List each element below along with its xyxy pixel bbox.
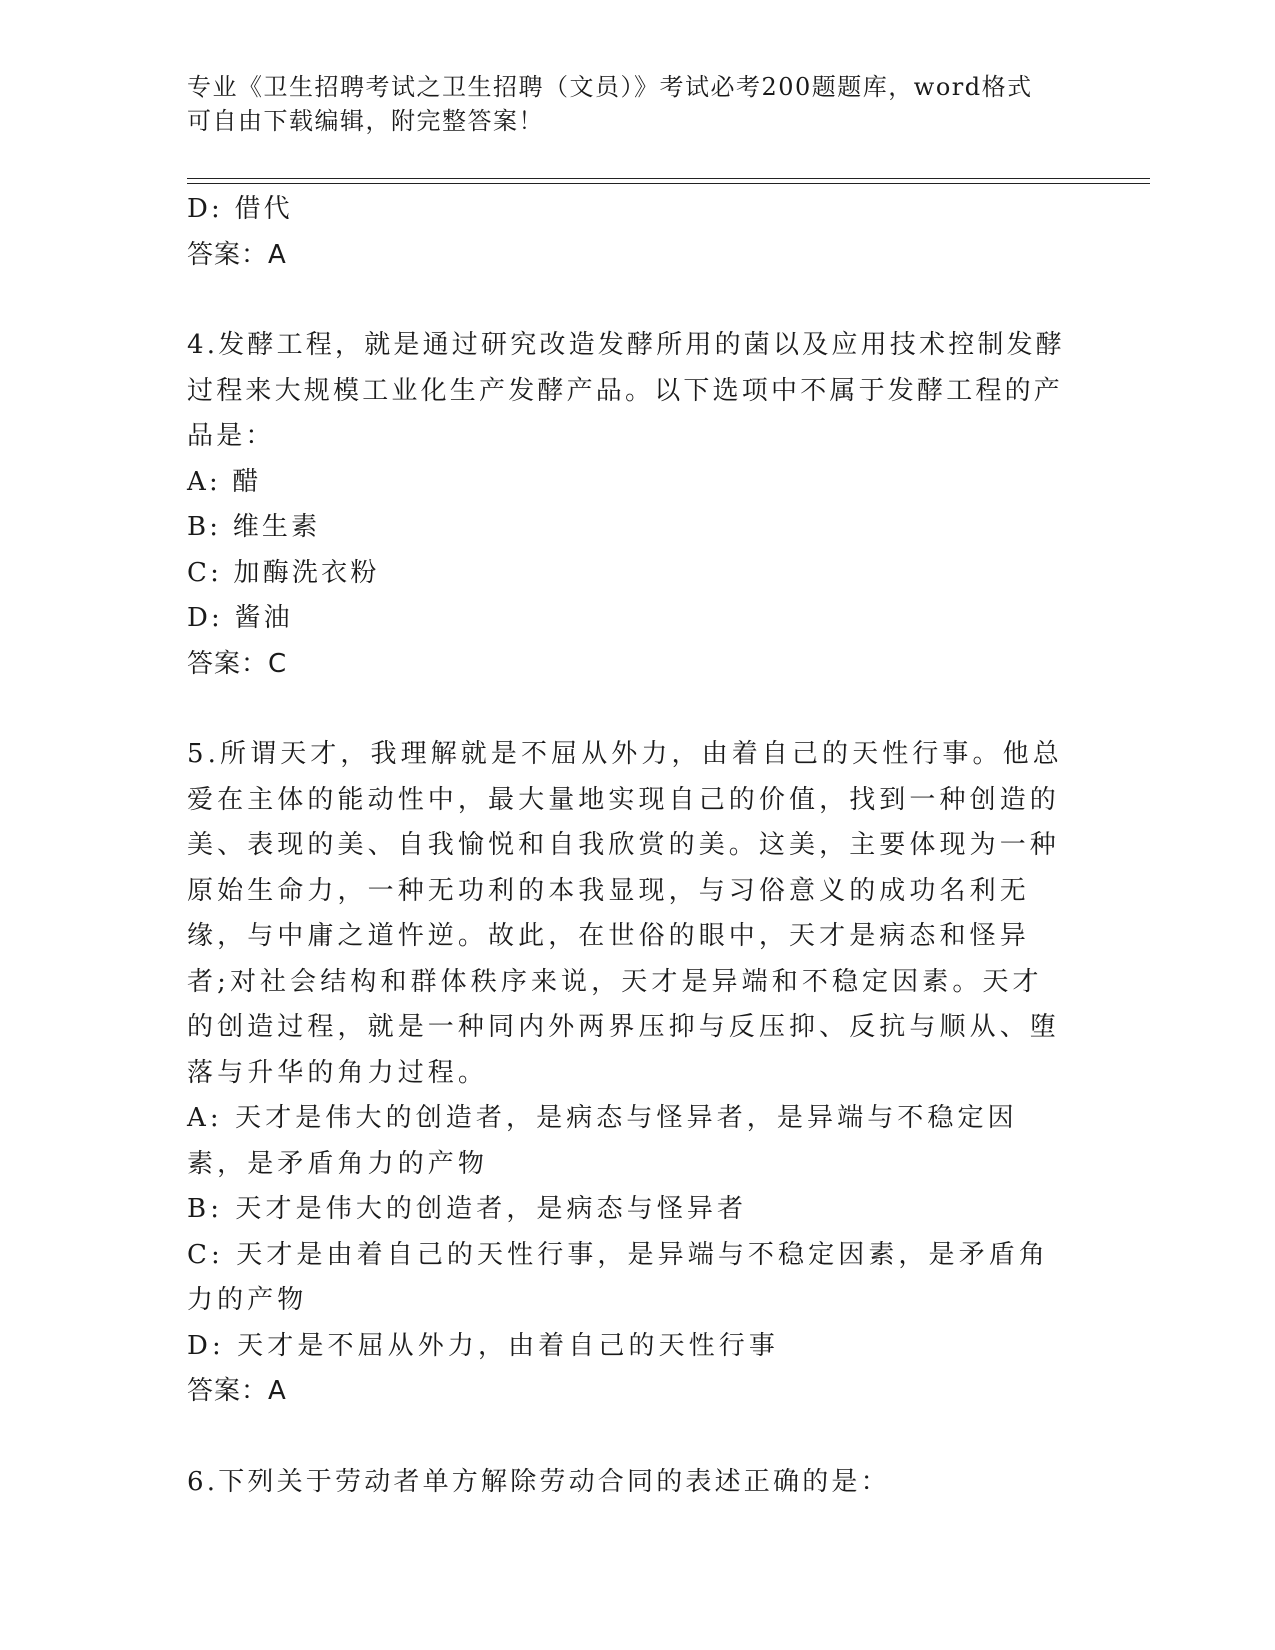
question-5 — [187, 732, 1067, 1415]
option-b: B: 维生素 — [187, 512, 321, 542]
question-stem: 5.所谓天才，我理解就是不屈从外力，由着自己的天性行事。他总爱在主体的能动性中，最大量地实现自己的价值，找到一种创造的美、表现的美、自我愉悦和自我欣赏的美。这美，主要体现为一种原始生命力，一种无功利的本我显现，与习俗意义的成功名利无缘，与中庸之道忤逆。故此，在世俗的眼中，天才是病态和怪异者;对社会结构和群体秩序来说，天才是异端和不稳定因素。天才的创造过程，就是一种同内外两界压抑与反压抑、反抗与顺从、堕落与升华的角力过程。 — [187, 739, 1063, 1088]
option-c: C: 天才是由着自己的天性行事，是异端与不稳定因素，是矛盾角力的产物 — [187, 1239, 1049, 1315]
spacer — [187, 687, 1067, 732]
option-c: C: 加酶洗衣粉 — [187, 557, 380, 588]
header-rule-top — [187, 178, 1150, 179]
option-d: D: 酱油 — [187, 603, 293, 633]
answer: 答案：A — [187, 1376, 287, 1406]
spacer — [187, 1415, 1067, 1460]
question-4 — [187, 323, 1067, 687]
option-a: A: 醋 — [187, 466, 262, 497]
option-b: B: 天才是伟大的创造者，是病态与怪异者 — [187, 1194, 748, 1224]
option-a: A: 天才是伟大的创造者，是病态与怪异者，是异端与不稳定因素，是矛盾角力的产物 — [187, 1103, 1018, 1179]
document-body — [187, 187, 1067, 1505]
question-3-tail — [187, 187, 1067, 278]
header-rule-bottom — [187, 183, 1150, 184]
document-header — [187, 70, 1057, 138]
question-stem: 4.发酵工程，就是通过研究改造发酵所用的菌以及应用技术控制发酵过程来大规模工业化生产发酵产品。以下选项中不属于发酵工程的产品是： — [187, 330, 1066, 451]
question-6 — [187, 1460, 1067, 1506]
answer: 答案：A — [187, 239, 287, 270]
header-text: 专业《卫生招聘考试之卫生招聘（文员）》考试必考200题题库，word格式可自由下载编辑，附完整答案！ — [187, 73, 1033, 135]
option-d: D: 借代 — [187, 194, 293, 224]
spacer — [187, 278, 1067, 323]
answer: 答案：C — [187, 648, 288, 679]
question-stem: 6.下列关于劳动者单方解除劳动合同的表述正确的是： — [187, 1466, 890, 1497]
option-d: D: 天才是不屈从外力，由着自己的天性行事 — [187, 1330, 779, 1361]
